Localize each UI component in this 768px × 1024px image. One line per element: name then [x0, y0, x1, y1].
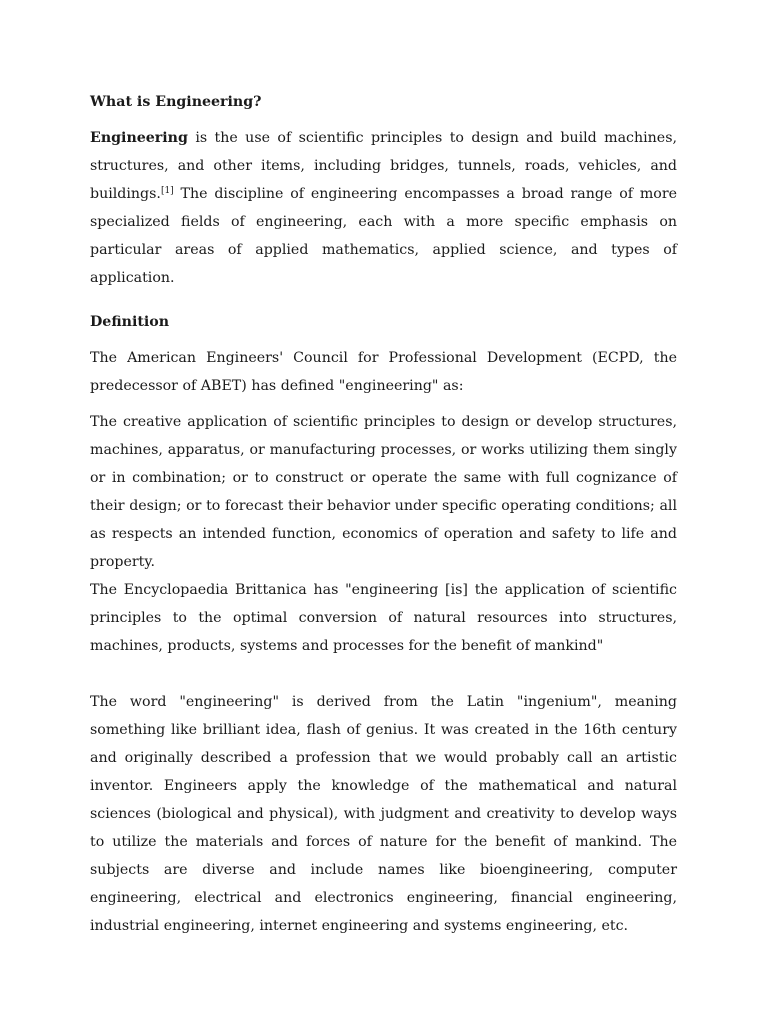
heading-definition: Definition: [90, 314, 170, 330]
britannica-paragraph: The Encyclopaedia Brittanica has "engineering [is] the application of scientific principles to the optimal conversion of natural resources into structures, machines, products, systems and processes for the benefit of mankind": [90, 582, 677, 654]
document-page: [90, 88, 677, 940]
heading-what-is-engineering: What is Engineering?: [90, 94, 262, 110]
engineering-term: Engineering: [90, 130, 188, 146]
ecpd-quote-paragraph: The creative application of scientific principles to design or develop structures, machines, apparatus, or manufacturing processes, or works utilizing them singly or in combination; or to construct or operate the same with full cognizance of their design; or to forecast their behavior under specific operating conditions; all as respects an intended function, economics of operation and safety to life and property.: [90, 414, 677, 570]
etymology-paragraph: The word "engineering" is derived from the Latin "ingenium", meaning something like brilliant idea, flash of genius. It was created in the 16th century and originally described a profession that we would probably call an artistic inventor. Engineers apply the knowledge of the mathematical and natural sciences (biological and physical), with judgment and creativity to develop ways to utilize the materials and forces of nature for the benefit of mankind. The subjects are diverse and include names like bioengineering, computer engineering, electrical and electronics engineering, financial engineering, industrial engineering, internet engineering and systems engineering, etc.: [90, 694, 677, 934]
intro-text-2: The discipline of engineering encompasses a broad range of more specialized fields of engineering, each with a more specific emphasis on particular areas of applied mathematics, applied science, and types of application.: [90, 186, 677, 286]
intro-text-1: is the use of scientific principles to design and build machines, structures, and other items, including bridges, tunnels, roads, vehicles, and buildings.: [90, 130, 677, 202]
intro-paragraph: [90, 124, 677, 292]
ecpd-intro-paragraph: The American Engineers' Council for Professional Development (ECPD, the predecessor of ABET) has defined "engineering" as:: [90, 350, 677, 394]
citation-link[interactable]: [1]: [160, 186, 174, 196]
